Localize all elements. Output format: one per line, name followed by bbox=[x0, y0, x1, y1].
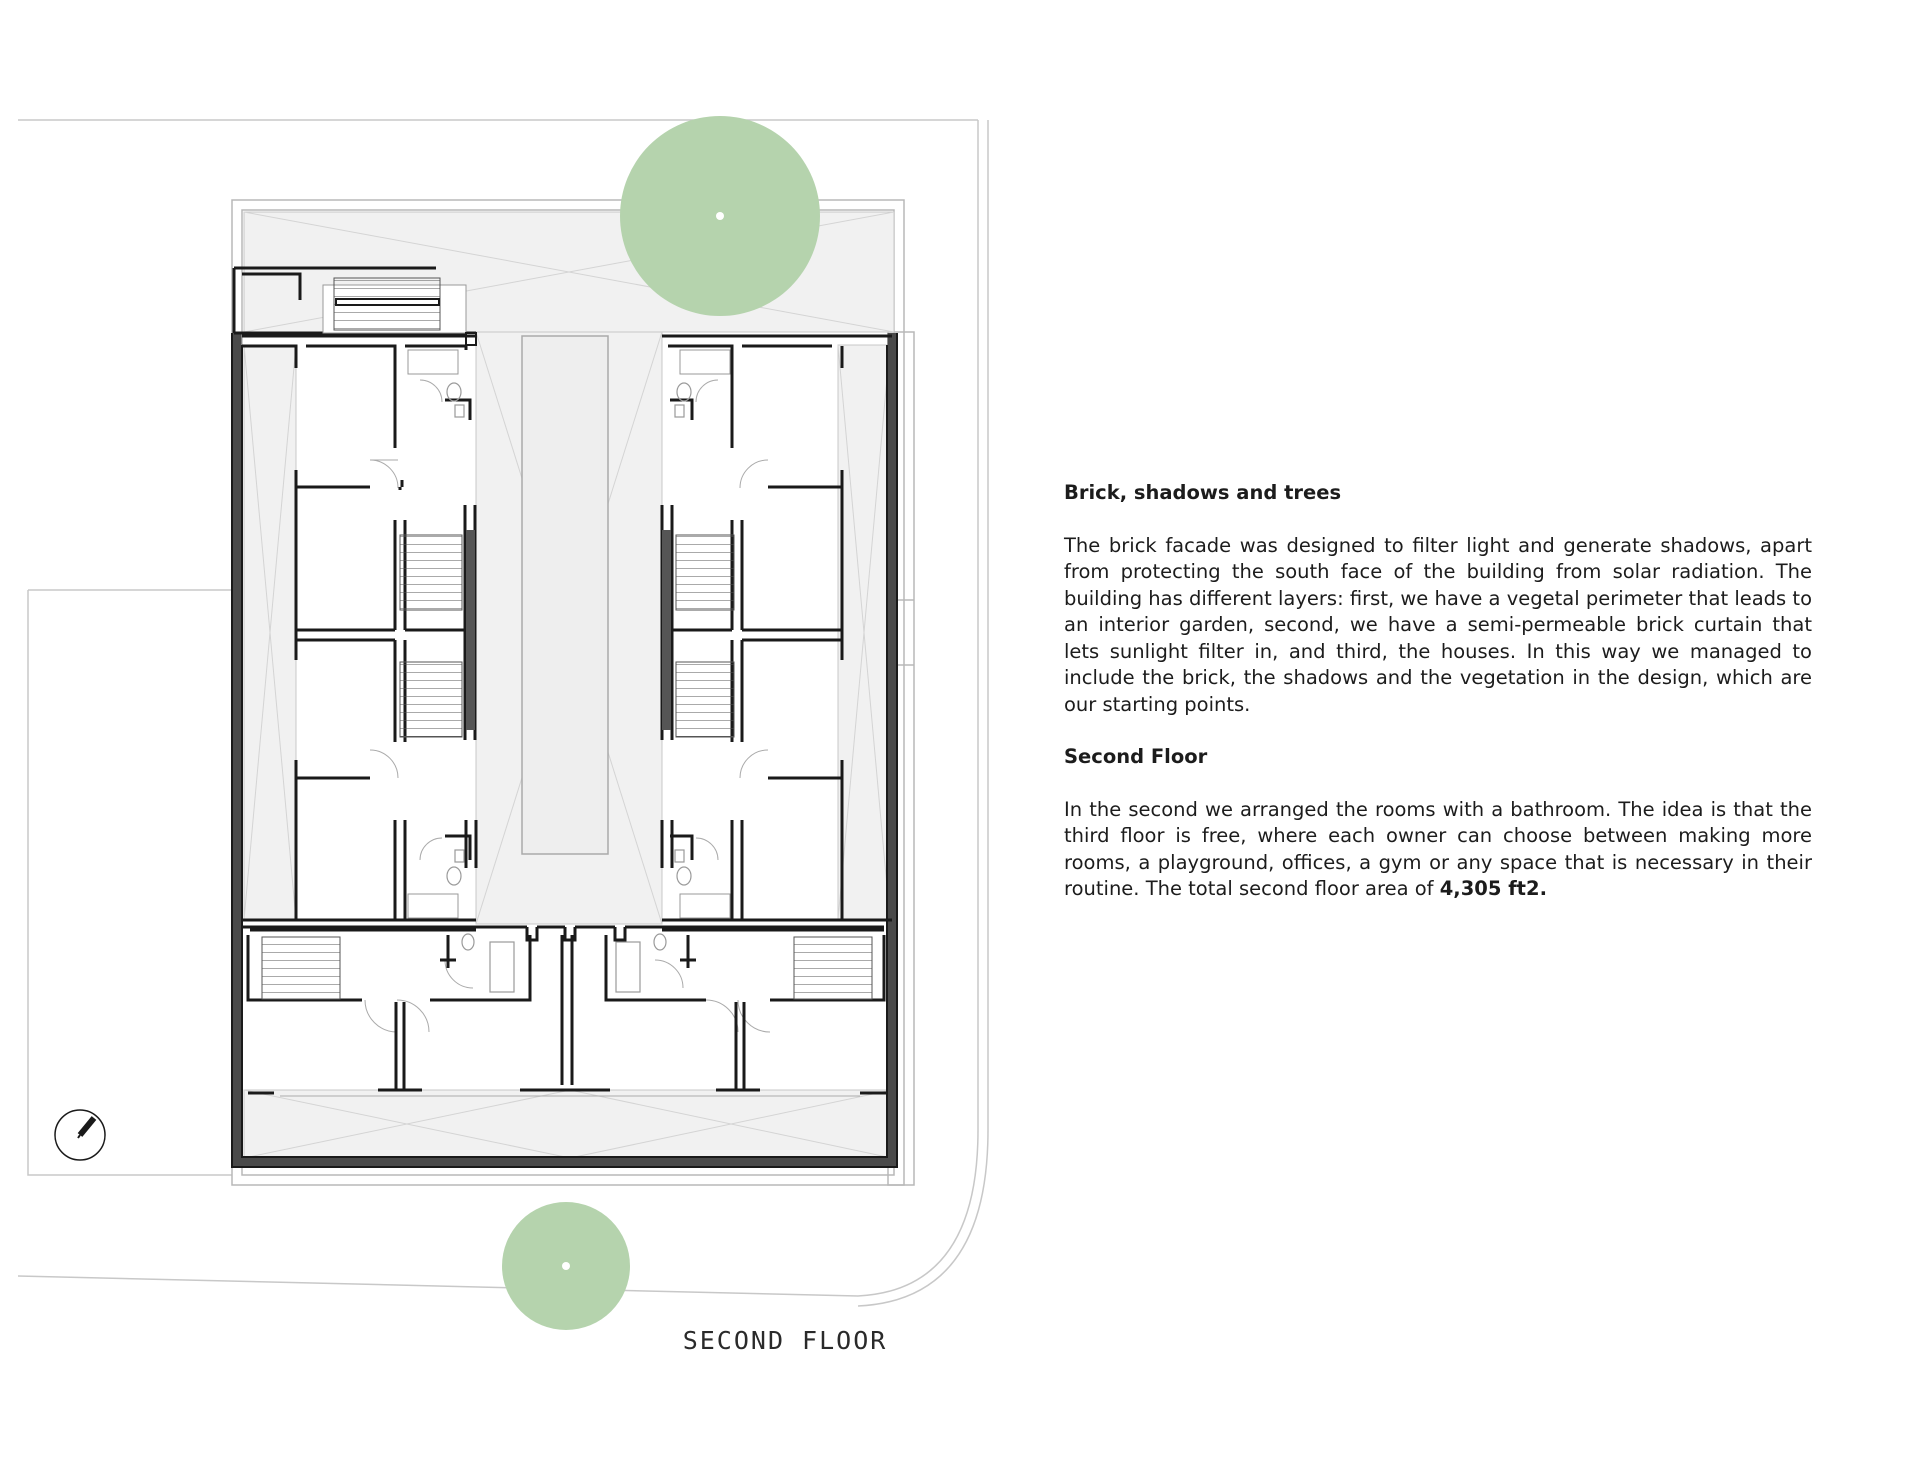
tree-south bbox=[502, 1202, 630, 1330]
section-heading-second-floor: Second Floor bbox=[1064, 745, 1208, 768]
central-void bbox=[522, 336, 608, 854]
paragraph-second-floor-text: In the second we arranged the rooms with a bathroom. The idea is that the third floor is free, where each owner can choose between making more rooms, a playground, offices, a gym or any space that is necessary in their routine. The total second floor area of bbox=[1064, 797, 1812, 900]
paragraph-second-floor bbox=[1064, 797, 1812, 903]
tree-north bbox=[620, 116, 820, 316]
plan-caption: SECOND FLOOR bbox=[682, 1326, 888, 1355]
floor-area-value: 4,305 ft2. bbox=[1439, 877, 1547, 900]
north-arrow-icon bbox=[55, 1110, 105, 1160]
description-panel bbox=[1064, 480, 1812, 929]
paragraph-brick: The brick facade was designed to filter light and generate shadows, apart from protecting the south face of the building from solar radiation. The building has different layers: first, we have a vegetal perimeter that leads to an interior garden, second, we have a semi-permeable brick curtain that lets sunlight filter in, and third, the houses. In this way we managed to include the brick, the shadows and the vegetation in the design, which are our starting points. bbox=[1064, 533, 1812, 716]
section-heading-brick: Brick, shadows and trees bbox=[1064, 481, 1342, 504]
